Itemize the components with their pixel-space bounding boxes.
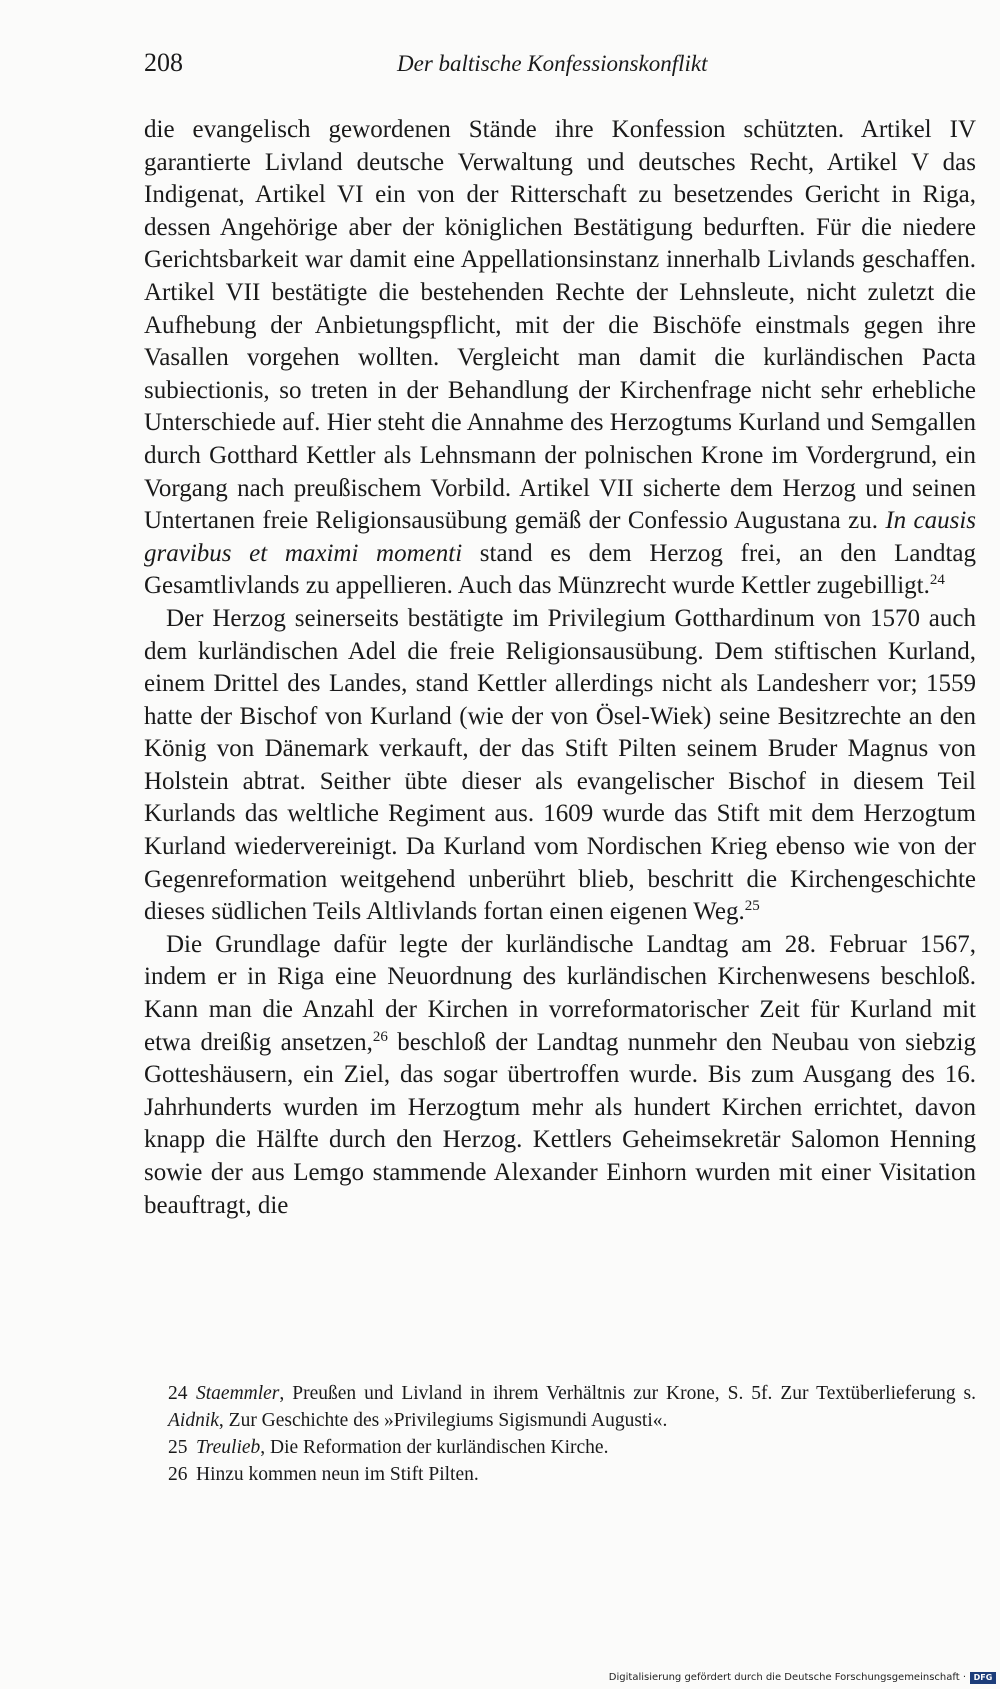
paragraph-3-text-b: beschloß der Landtag nunmehr den Neubau von siebzig Gotteshäusern, ein Ziel, das sogar übertroffen wurde. Bis zum Ausgang des 16. Jahrhunderts wurden im Herzogtum mehr als hundert Kirchen errichtet, davon knapp die Hälfte durch den Herzog. Kettlers Geheimsekretär Salomon Henning sowie der aus Lemgo stammende Alexander Einhorn wurden mit einer Visitation beauftragt, die (144, 1028, 976, 1219)
footnote-25 (144, 1434, 976, 1461)
dfg-logo-icon: DFG (970, 1672, 996, 1684)
footnote-number: 26 (168, 1464, 188, 1485)
paragraph-2 (144, 603, 976, 929)
footnote-26 (144, 1461, 976, 1488)
footnote-ref-25[interactable]: 25 (744, 898, 760, 915)
running-title: Der baltische Konfessionskonflikt (397, 51, 708, 76)
footnote-number: 24 (168, 1383, 188, 1404)
footnote-text: , Die Reformation der kurländischen Kirche. (260, 1437, 609, 1458)
latin-phrase: In causis gravibus et maximi momenti (144, 507, 976, 567)
footnote-number: 25 (168, 1437, 188, 1458)
paragraph-2-text: Der Herzog seinerseits bestätigte im Privilegium Gotthardinum von 1570 auch dem kurländischen Adel die freie Religionsausübung. Dem stiftischen Kurland, einem Drittel des Landes, stand Kettler allerdings nicht als Landesherr vor; 1559 hatte der Bischof von Kurland (wie der von Ösel-Wiek) seine Besitzrechte an den König von Dänemark verkauft, der das Stift Pilten seinem Bruder Magnus von Holstein abtrat. Seither übte dieser als evangelischer Bischof in diesem Teil Kurlands das weltliche Regiment aus. 1609 wurde das Stift mit dem Herzogtum Kurland wiedervereinigt. Da Kurland vom Nordischen Krieg ebenso wie von der Gegenreformation weitgehend unberührt blieb, beschritt die Kirchengeschichte dieses südlichen Teils Altlivlands fortan einen eigenen Weg. (144, 604, 976, 926)
footnotes (144, 1380, 976, 1488)
footnote-24 (144, 1380, 976, 1434)
footnote-text: Hinzu kommen neun im Stift Pilten. (196, 1464, 479, 1485)
paragraph-1 (144, 114, 976, 603)
digitization-credit (609, 1671, 996, 1685)
credit-text: Digitalisierung gefördert durch die Deutsche Forschungsgemeinschaft · (608, 1672, 966, 1683)
footnote-ref-26[interactable]: 26 (372, 1028, 388, 1045)
footnote-ref-24[interactable]: 24 (929, 572, 945, 589)
paragraph-3 (144, 929, 976, 1222)
footnote-author: Aidnik (168, 1410, 219, 1431)
paragraph-1-text-a: die evangelisch gewordenen Stände ihre Konfession schützten. Artikel IV garantierte Livland deutsche Verwaltung und deutsches Recht, Artikel V das Indigenat, Artikel VI ein von der Ritterschaft zu besetzendes Gericht in Riga, dessen Angehörige aber der königlichen Bestätigung bedurften. Für die niedere Gerichtsbarkeit war damit eine Appellationsinstanz innerhalb Livlands geschaffen. Artikel VII bestätigte die bestehenden Rechte der Lehnsleute, nicht zuletzt die Aufhebung der Anbietungspflicht, mit der die Bischöfe einstmals gegen ihre Vasallen vorgehen wollten. Vergleicht man damit die kurländischen Pacta subiectionis, so treten in der Behandlung der Kirchenfrage nicht sehr erhebliche Unterschiede auf. Hier steht die Annahme des Herzogtums Kurland und Semgallen durch Gotthard Kettler als Lehnsmann der polnischen Krone im Vordergrund, ein Vorgang nach preußischem Vorbild. Artikel VII sicherte dem Herzog und seinen Untertanen freie Religionsausübung gemäß der Confessio Augustana zu. (144, 116, 976, 535)
body-text (144, 114, 976, 1222)
paragraph-3-text-a: Die Grundlage dafür legte der kurländische Landtag am 28. Februar 1567, indem er in Riga eine Neuordnung des kurländischen Kirchenwesens beschloß. Kann man die Anzahl der Kirchen in vorreformatorischer Zeit für Kurland mit etwa dreißig ansetzen, (144, 930, 976, 1056)
paragraph-1-text-b: stand es dem Herzog frei, an den Landtag Gesamtlivlands zu appellieren. Auch das Münzrecht wurde Kettler zugebilligt. (144, 539, 977, 600)
footnote-text: , Zur Geschichte des »Privilegiums Sigismundi Augusti«. (218, 1410, 668, 1431)
page-number: 208 (144, 48, 183, 77)
footnote-text: , Preußen und Livland in ihrem Verhältnis zur Krone, S. 5f. Zur Textüberlieferung s. (279, 1383, 976, 1404)
footnote-author: Treulieb (196, 1437, 261, 1458)
page-header (144, 48, 976, 88)
footnote-author: Staemmler (196, 1383, 280, 1404)
